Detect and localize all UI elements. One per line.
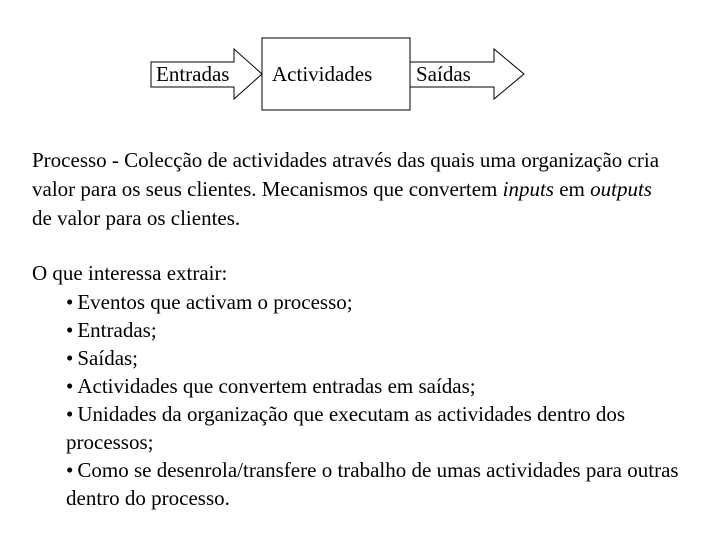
list-item [66,288,686,316]
list-item-text: Saídas; [77,346,139,370]
list-item-text: Como se desenrola/transfere o trabalho de umas actividades para outras dentro do processo. [66,458,679,510]
list-item-text: Entradas; [77,318,157,342]
process-label: Actividades [272,62,373,86]
input-label: Entradas [156,62,230,86]
list-item-text: Unidades da organização que executam as actividades dentro dos processos; [66,402,626,454]
list-item [66,456,686,512]
list-item [66,372,686,400]
list-item [66,400,686,456]
list-item [66,344,686,372]
output-label: Saídas [416,62,471,86]
bullet-icon: • [66,374,74,398]
extract-list [66,288,686,512]
list-item [66,316,686,344]
inputs-term: inputs [502,177,554,201]
definition-suffix: de valor para os clientes. [32,206,241,230]
definition-middle: em [553,177,591,201]
list-item-text: Actividades que convertem entradas em saídas; [77,374,476,398]
bullet-icon: • [66,290,74,314]
process-flow-diagram [0,0,720,140]
outputs-term: outputs [590,177,652,201]
definition-prefix: Processo - Colecção de actividades através das quais uma organização cria valor para os seus clientes. Mecanismos que convertem [32,148,660,201]
process-definition [32,146,672,233]
bullet-icon: • [66,402,74,426]
bullet-icon: • [66,318,74,342]
extract-title: O que interessa extrair: [32,261,228,285]
list-item-text: Eventos que activam o processo; [77,290,353,314]
bullet-icon: • [66,458,74,482]
bullet-icon: • [66,346,74,370]
